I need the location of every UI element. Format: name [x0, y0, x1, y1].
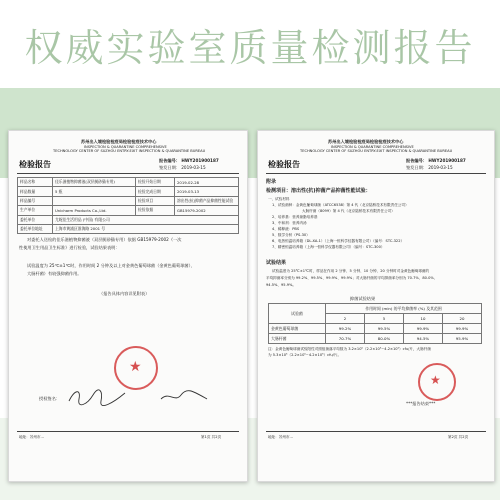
material-line: 4、稀释液：PBS: [272, 227, 300, 231]
result-heading: 试验结果: [266, 260, 287, 266]
field-value: Unicharm Products Co.,Ltd.: [53, 206, 136, 215]
field-value: 5 瓶: [53, 187, 136, 196]
material-line: 6、电热恒温培养箱（DL-XA-1）（上海一恒科学仪器有限公司）（编号：STC-322）: [272, 239, 405, 243]
conclusion-line-4: 大肠杆菌）有较强抑菌作用。: [27, 271, 82, 276]
seal-star-icon: ★: [430, 373, 441, 387]
page-indicator: 第2页 共2页: [448, 435, 469, 439]
footer-rule: [266, 431, 486, 432]
note-line-2: 为 5.3×10⁵（2.2×10⁵~4.2×10⁵）cfu/片。: [268, 353, 342, 357]
field-label: 委托单位: [18, 215, 53, 224]
report-page-1: [8, 130, 248, 482]
material-line: 一、试验材料: [268, 197, 290, 201]
field-value: 2019-03-13: [175, 187, 239, 196]
conclusion-line-2: 性使用卫生用品卫生标准》进行检验，试验结果表明：: [19, 245, 120, 250]
test-item-title: 检测项目：溶出性(抗)抑菌产品抑菌性能试验：: [266, 188, 371, 194]
report-heading: 检验报告: [268, 160, 300, 169]
table-row: [269, 304, 482, 314]
column-header: 作用时间 (min) 的平均抑菌率 (%) 及其范围: [326, 304, 482, 314]
material-line: 大肠杆菌（8099）第 4 代（北京陆桥技术有限责任公司）: [302, 209, 395, 213]
banner: [0, 0, 500, 88]
org-name-cn: 苏州出入境检验检疫局检验检疫技术中心: [328, 139, 404, 144]
footer-rule: [17, 431, 239, 432]
field-value: [53, 196, 136, 205]
conclusion-line-3: 试验温度为 25℃±1℃时，作用时间 2 分钟及以上对金黄色葡萄球菌（金黄色葡萄球菌）、: [27, 263, 195, 268]
note-line-1: 注：金黄色葡萄球菌试验阳性对照组菌落平均数为 3.2×10⁵（2.2×10⁵~4.2×10⁵）cfu/片，大肠杆菌: [268, 347, 431, 351]
banner-title: 权威实验室质量检测报告: [24, 25, 476, 70]
table-row: [18, 196, 239, 205]
approver-label: 授权签名：: [39, 396, 60, 401]
conclusion-note: （报告具体内容详见附表）: [99, 291, 150, 296]
field-label: 样品数量: [18, 187, 53, 196]
conclusion-line-1: 对委托人送检的佳乐滋植物抑菌液（双层腿砂猫专用）依据 GB15979-2002《一次: [27, 237, 182, 242]
header-rule: [266, 173, 486, 174]
org-name-cn: 苏州出入境检验检疫局检验检疫技术中心: [81, 139, 157, 144]
table-row: [18, 215, 239, 224]
field-value: 佳乐滋植物抑菌液(双层腿砂猫专用): [53, 178, 136, 187]
table-cell: 金黄色葡萄球菌: [269, 324, 326, 334]
table-row: [18, 187, 239, 196]
report-number: 报告编号： HWY201900187: [159, 158, 219, 163]
result-line-1: 试验温度为 25℃±1℃时，样品在作用 2 分钟、5 分钟、10 分钟、20 分钟时对金黄色葡萄球菌的: [272, 269, 430, 273]
document-stage: [0, 88, 500, 500]
sign-date: 签发日期： 2019-03-15: [159, 165, 206, 170]
result-table: [268, 303, 482, 344]
table-cell: 94.5%: [403, 334, 442, 344]
signature-graphic-2: [159, 387, 209, 407]
field-value: 溶出性(抗)抑菌产品抑菌性能试验: [175, 196, 239, 205]
material-line: 3、中和剂：营养肉汤: [272, 221, 307, 225]
result-line-3: 94.5%、95.9%。: [266, 283, 297, 287]
column-header: 5: [364, 314, 403, 324]
field-value: 尤妮佳生活用品 (中国) 有限公司: [53, 215, 239, 224]
org-name-en-1: INSPECTION & QUARANTINE COMPREHENSIVE: [84, 145, 167, 149]
footer-address: 地址：苏州市...: [268, 435, 293, 439]
table-row: [269, 334, 482, 344]
appendix-label: 附录: [266, 179, 277, 185]
table-cell: 99.5%: [364, 324, 403, 334]
table-cell: 80.0%: [364, 334, 403, 344]
result-table-title: 抑菌试验结果: [350, 296, 376, 301]
field-label: 生产单位: [18, 206, 53, 215]
signature-graphic: [67, 387, 127, 407]
column-header: 试验菌: [269, 304, 326, 324]
field-label: 检验项目: [136, 196, 175, 205]
seal-star-icon: ★: [129, 359, 142, 375]
table-cell: 99.2%: [326, 324, 365, 334]
field-label: 检验开始日期: [136, 178, 175, 187]
column-header: 20: [442, 314, 481, 324]
org-name-en-2: TECHNOLOGY CENTER OF SUZHOU ENTRY-EXIT INSPECTION & QUARANTINE BUREAU: [53, 149, 206, 153]
material-line: 5、数学分析（PS-30）: [272, 233, 310, 237]
column-header: 2: [326, 314, 365, 324]
field-label: 检验完成日期: [136, 187, 175, 196]
official-seal: [418, 363, 456, 401]
table-cell: 70.7%: [326, 334, 365, 344]
result-line-2: 平均抑菌率分别为 99.2%、99.5%、99.9%、99.9%；对大肠杆菌的平均抑菌率分别为 70.7%、80.0%、: [266, 276, 438, 280]
field-value: 上海市黄浦区淮海路 2001 号: [53, 224, 239, 233]
field-label: 检验依据: [136, 206, 175, 215]
report-end: ***报告结束***: [406, 401, 436, 406]
page-indicator: 第1页 共2页: [201, 435, 222, 439]
table-row: [269, 324, 482, 334]
table-cell: 95.9%: [442, 334, 481, 344]
material-line: 1、试验菌种：金黄色葡萄球菌（ATCC6538）第 4 代（北京陆桥技术有限责任公司）: [272, 203, 409, 207]
field-label: 委托单位地址: [18, 224, 53, 233]
field-value: GB15979-2002: [175, 206, 239, 215]
field-label: 样品编号: [18, 196, 53, 205]
report-heading: 检验报告: [19, 160, 51, 169]
material-line: 2、培养基：营养琼脂培养基: [272, 215, 318, 219]
info-table: [17, 177, 239, 234]
report-number: 报告编号： HWY201900187: [406, 158, 466, 163]
sign-date: 签发日期： 2019-03-15: [406, 165, 453, 170]
header-rule: [17, 173, 239, 174]
footer-address: 地址：苏州市...: [19, 435, 44, 439]
table-row: [18, 178, 239, 187]
org-name-en-1: INSPECTION & QUARANTINE COMPREHENSIVE: [331, 145, 414, 149]
report-page-2: [257, 130, 495, 482]
field-label: 样品名称: [18, 178, 53, 187]
field-value: 2019-02-28: [175, 178, 239, 187]
table-row: [18, 224, 239, 233]
material-line: 7、精密恒温培养箱（上海一恒科学仪器有限公司）（编号：STC-300）: [272, 245, 385, 249]
official-seal: [114, 346, 158, 390]
table-row: [18, 206, 239, 215]
table-cell: 大肠杆菌: [269, 334, 326, 344]
column-header: 10: [403, 314, 442, 324]
org-name-en-2: TECHNOLOGY CENTER OF SUZHOU ENTRY-EXIT INSPECTION & QUARANTINE BUREAU: [300, 149, 453, 153]
table-cell: 99.9%: [403, 324, 442, 334]
table-cell: 99.9%: [442, 324, 481, 334]
